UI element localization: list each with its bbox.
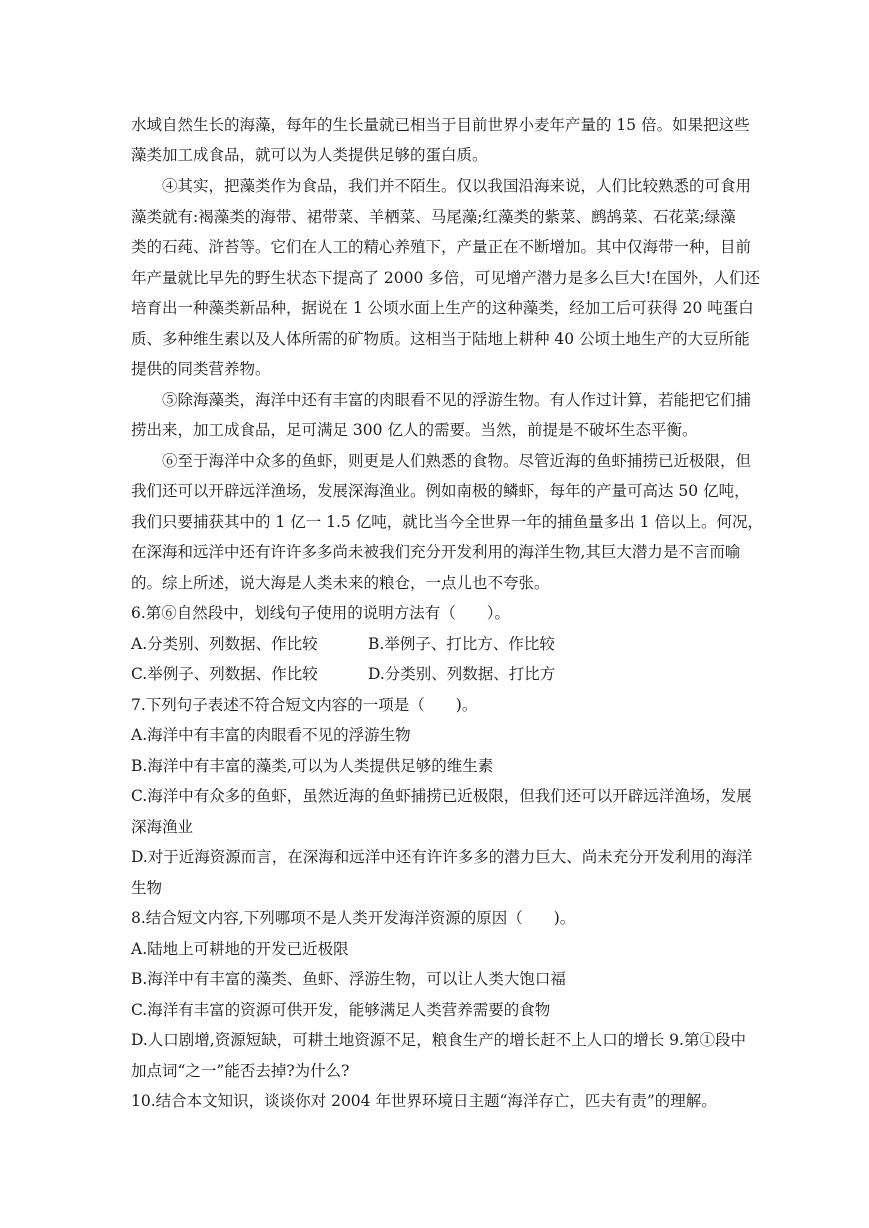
passage-line: 水域自然生长的海藻，每年的生长量就已相当于目前世界小麦年产量的 15 倍。如果把这些 — [131, 116, 750, 134]
question-6-option-b: B.举例子、打比方、作比较 — [368, 635, 555, 653]
question-7-option-d: D.对于近海资源而言，在深海和远洋中还有许许多多的潜力巨大、尚未充分开发利用的海洋 — [131, 848, 753, 866]
passage-line: 的。综上所述，说大海是人类未来的粮仓，一点儿也不夸张。 — [131, 574, 550, 592]
passage-line: 我们还可以开辟远洋渔场，发展深海渔业。例如南极的鳞虾，每年的产量可高达 50 亿吨， — [131, 482, 750, 500]
question-10-stem: 10.结合本文知识，谈谈你对 2004 年世界环境日主题“海洋存亡，匹夫有责”的理解。 — [131, 1092, 717, 1110]
question-7-stem: 7.下列句子表述不符合短文内容的一项是（ )。 — [131, 696, 478, 714]
question-7-option-c: C.海洋中有众多的鱼虾，虽然近海的鱼虾捕捞已近极限，但我们还可以开辟远洋渔场，发展 — [131, 787, 752, 805]
question-7-option-b: B.海洋中有丰富的藻类,可以为人类提供足够的维生素 — [131, 757, 494, 775]
question-8-option-a: A.陆地上可耕地的开发已近极限 — [131, 940, 349, 958]
question-7-option-d-cont: 生物 — [131, 879, 163, 897]
passage-line: 藻类就有:褐藻类的海带、裙带菜、羊栖菜、马尾藻;红藻类的紫菜、鹧鸪菜、石花菜;绿藻 — [131, 208, 736, 226]
question-8-option-d: D.人口剧增,资源短缺，可耕土地资源不足，粮食生产的增长赶不上人口的增长 9.第①段中 — [131, 1031, 746, 1049]
passage-line: 质、多种维生素以及人体所需的矿物质。这相当于陆地上耕种 40 公顷土地生产的大豆所能 — [131, 330, 750, 348]
question-9-stem: 加点词“之一”能否去掉?为什么? — [131, 1062, 350, 1080]
passage-line: ⑤除海藻类，海洋中还有丰富的肉眼看不见的浮游生物。有人作过计算，若能把它们捕 — [162, 391, 752, 409]
question-7-option-a: A.海洋中有丰富的肉眼看不见的浮游生物 — [131, 726, 411, 744]
question-8-option-b: B.海洋中有丰富的藻类、鱼虾、浮游生物，可以让人类大饱口福 — [131, 970, 566, 988]
passage-line: 年产量就比早先的野生状态下提高了 2000 多倍，可见增产潜力是多么巨大!在国外，人们还 — [131, 269, 761, 287]
question-8-option-c: C.海洋有丰富的资源可供开发，能够满足人类营养需要的食物 — [131, 1001, 551, 1019]
question-6-option-d: D.分类别、列数据、打比方 — [368, 665, 556, 683]
passage-line: 捞出来，加工成食品，足可满足 300 亿人的需要。当然，前提是不破坏生态平衡。 — [131, 421, 698, 439]
question-6-stem: 6.第⑥自然段中，划线句子使用的说明方法有（ ）。 — [131, 604, 511, 622]
passage-line: ⑥至于海洋中众多的鱼虾，则更是人们熟悉的食物。尽管近海的鱼虾捕捞已近极限，但 — [162, 452, 752, 470]
passage-line: 在深海和远洋中还有许许多多尚未被我们充分开发利用的海洋生物,其巨大潜力是不言而喻 — [131, 543, 741, 561]
question-6-option-a: A.分类别、列数据、作比较 — [131, 635, 318, 653]
passage-line: 提供的同类营养物。 — [131, 360, 271, 378]
passage-line: 我们只要捕获其中的 1 亿一 1.5 亿吨，就比当今全世界一年的捕鱼量多出 1 倍以上。何况， — [131, 513, 763, 531]
passage-line: 培育出一种藻类新品种，据说在 1 公顷水面上生产的这种藻类，经加工后可获得 20 吨蛋白 — [131, 299, 754, 317]
question-6-option-c: C.举例子、列数据、作比较 — [131, 665, 318, 683]
passage-line: ④其实，把藻类作为食品，我们并不陌生。仅以我国沿海来说，人们比较熟悉的可食用 — [162, 177, 752, 195]
passage-line: 藻类加工成食品，就可以为人类提供足够的蛋白质。 — [131, 146, 488, 164]
passage-line: 类的石莼、浒苔等。它们在人工的精心养殖下，产量正在不断增加。其中仅海带一种，目前 — [131, 238, 752, 256]
question-8-stem: 8.结合短文内容,下列哪项不是人类开发海洋资源的原因（ )。 — [131, 909, 576, 927]
question-7-option-c-cont: 深海渔业 — [131, 818, 194, 836]
